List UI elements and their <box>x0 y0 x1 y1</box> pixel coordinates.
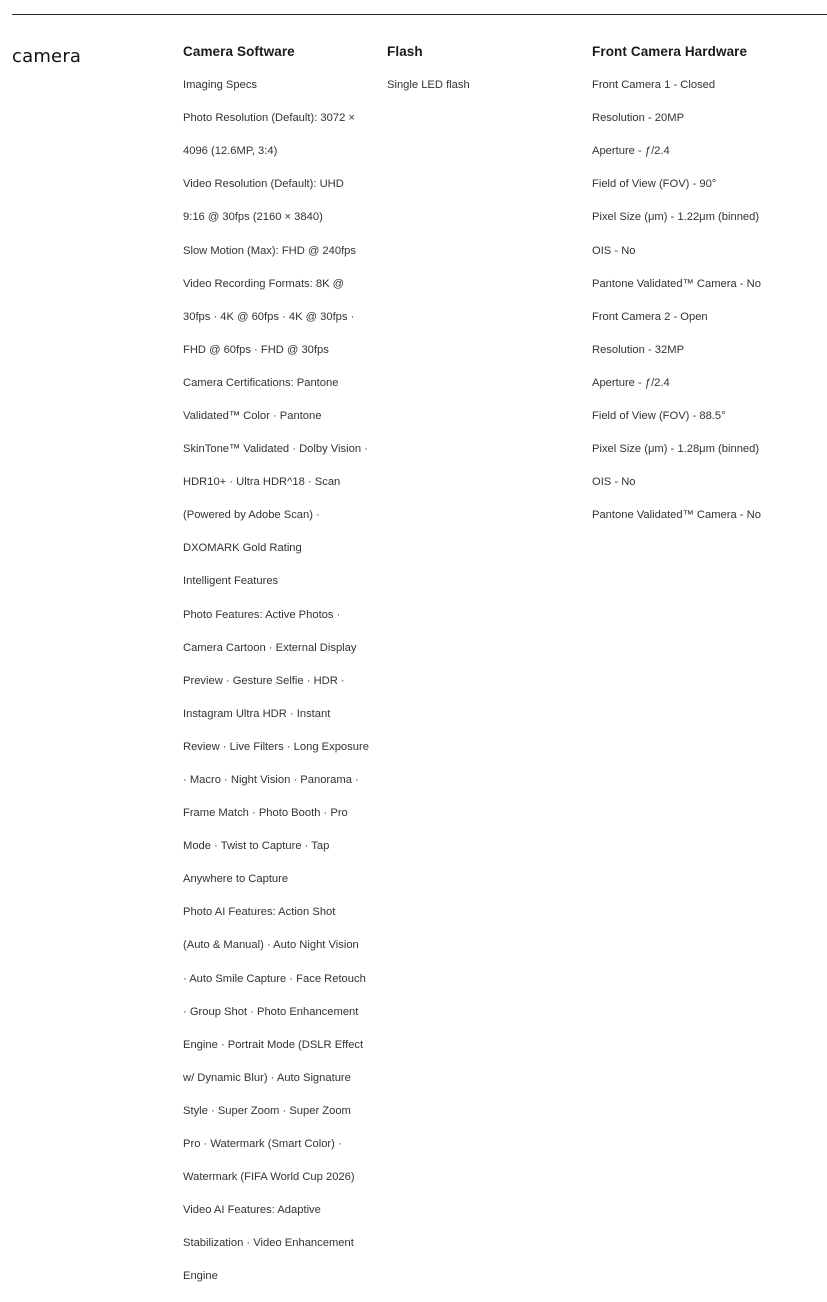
spec-line: Watermark (FIFA World Cup 2026) <box>183 1171 355 1184</box>
spec-line: Photo AI Features: Action Shot <box>183 906 336 919</box>
spec-line: Pantone Validated™ Camera - No <box>592 277 761 290</box>
spec-line: Imaging Specs <box>183 79 258 92</box>
spec-line: Engine <box>183 1270 218 1283</box>
spec-line: Intelligent Features <box>183 575 279 588</box>
spec-line: Field of View (FOV) - 90° <box>592 178 717 191</box>
camera-software-specs <box>183 61 383 1302</box>
spec-line: Photo Features: Active Photos · <box>183 608 341 621</box>
flash-column <box>387 44 577 110</box>
front-camera-hardware-column <box>592 44 812 540</box>
flash-specs <box>387 61 577 111</box>
spec-line: (Powered by Adobe Scan) · <box>183 509 320 522</box>
spec-line: Resolution - 32MP <box>592 343 685 356</box>
spec-line: Front Camera 2 - Open <box>592 310 708 323</box>
spec-line: Stabilization · Video Enhancement <box>183 1237 354 1250</box>
spec-line: Front Camera 1 - Closed <box>592 79 716 92</box>
spec-line: Validated™ Color · Pantone <box>183 409 322 422</box>
spec-line: OIS - No <box>592 244 636 257</box>
spec-line: Mode · Twist to Capture · Tap <box>183 840 330 853</box>
spec-line: Camera Cartoon · External Display <box>183 641 357 654</box>
spec-line: Video AI Features: Adaptive <box>183 1204 321 1217</box>
spec-line: 30fps · 4K @ 60fps · 4K @ 30fps · <box>183 310 355 323</box>
front-camera-specs <box>592 61 812 541</box>
spec-line: Anywhere to Capture <box>183 873 289 886</box>
section-title: camera <box>12 46 82 67</box>
spec-line: Video Resolution (Default): UHD <box>183 178 344 191</box>
spec-line: Frame Match · Photo Booth · Pro <box>183 807 348 820</box>
spec-line: DXOMARK Gold Rating <box>183 542 302 555</box>
spec-line: Aperture - ƒ/2.4 <box>592 376 670 389</box>
spec-line: Pixel Size (μm) - 1.22μm (binned) <box>592 211 760 224</box>
spec-line: · Group Shot · Photo Enhancement <box>183 1005 359 1018</box>
spec-line: 4096 (12.6MP, 3:4) <box>183 145 278 158</box>
spec-line: · Auto Smile Capture · Face Retouch <box>183 972 366 985</box>
spec-line: Review · Live Filters · Long Exposure <box>183 740 369 753</box>
spec-line: 9:16 @ 30fps (2160 × 3840) <box>183 211 323 224</box>
spec-line: (Auto & Manual) · Auto Night Vision <box>183 939 359 952</box>
spec-line: Style · Super Zoom · Super Zoom <box>183 1104 351 1117</box>
spec-line: HDR10+ · Ultra HDR^18 · Scan <box>183 476 341 489</box>
spec-line: Engine · Portrait Mode (DSLR Effect <box>183 1038 364 1051</box>
spec-line: Photo Resolution (Default): 3072 × <box>183 112 355 125</box>
spec-line: Field of View (FOV) - 88.5° <box>592 409 726 422</box>
camera-software-heading: Camera Software <box>183 44 295 59</box>
spec-line: OIS - No <box>592 476 636 489</box>
spec-line: FHD @ 60fps · FHD @ 30fps <box>183 343 329 356</box>
section-divider <box>12 14 827 15</box>
spec-line: Pixel Size (μm) - 1.28μm (binned) <box>592 443 760 456</box>
spec-line: Camera Certifications: Pantone <box>183 376 339 389</box>
spec-line: Single LED flash <box>387 79 470 92</box>
spec-line: · Macro · Night Vision · Panorama · <box>183 774 359 787</box>
spec-line: Instagram Ultra HDR · Instant <box>183 707 331 720</box>
spec-line: Pantone Validated™ Camera - No <box>592 509 761 522</box>
spec-line: Pro · Watermark (Smart Color) · <box>183 1138 342 1151</box>
front-camera-hardware-heading: Front Camera Hardware <box>592 44 748 59</box>
spec-line: Preview · Gesture Selfie · HDR · <box>183 674 345 687</box>
spec-line: SkinTone™ Validated · Dolby Vision · <box>183 443 368 456</box>
spec-line: Video Recording Formats: 8K @ <box>183 277 345 290</box>
flash-heading: Flash <box>387 44 423 59</box>
spec-line: Resolution - 20MP <box>592 112 685 125</box>
spec-line: Aperture - ƒ/2.4 <box>592 145 670 158</box>
spec-line: Slow Motion (Max): FHD @ 240fps <box>183 244 357 257</box>
spec-line: w/ Dynamic Blur) · Auto Signature <box>183 1071 351 1084</box>
